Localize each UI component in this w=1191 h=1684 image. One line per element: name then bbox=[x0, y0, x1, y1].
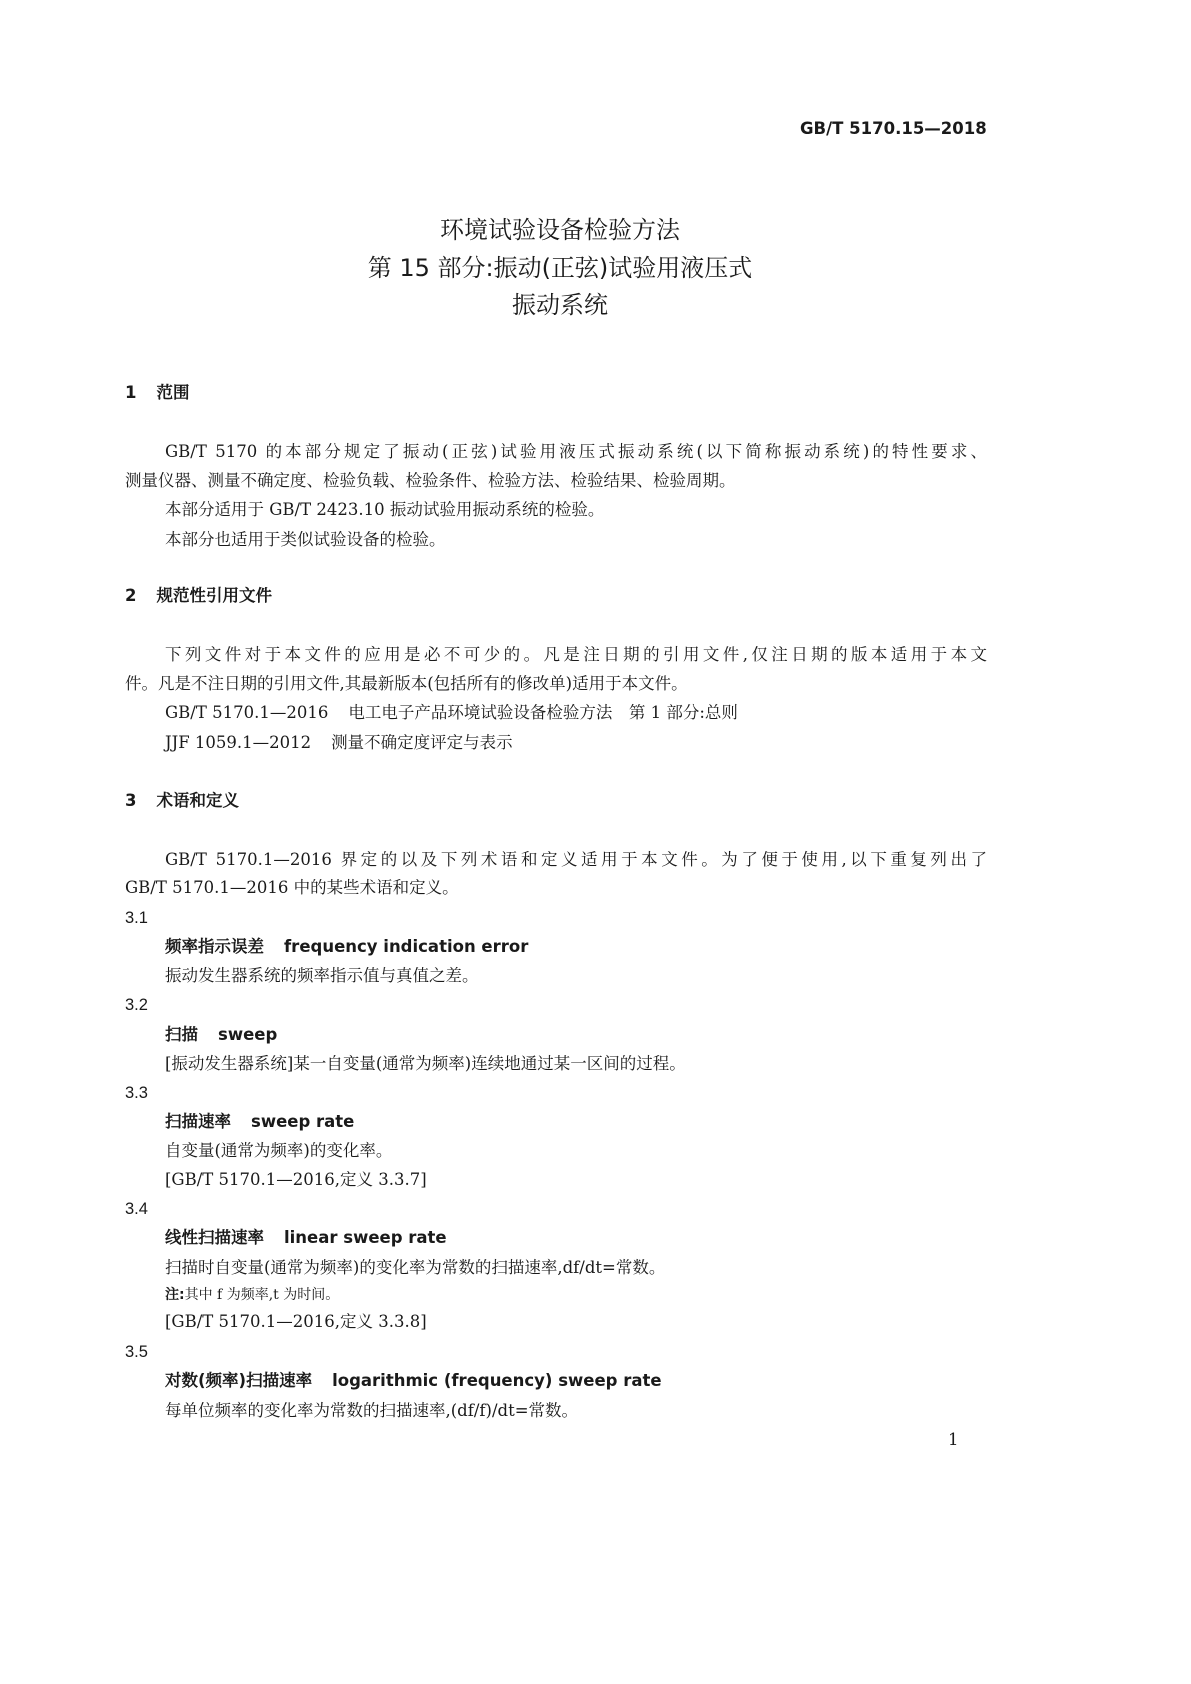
term-source: [GB/T 5170.1—2016,定义 3.3.8] bbox=[165, 1312, 427, 1331]
term-note: 注:其中 f 为频率,t 为时间。 bbox=[165, 1287, 340, 1303]
term-definition: 自变量(通常为频率)的变化率。 bbox=[165, 1141, 393, 1160]
term-number: 3.4 bbox=[125, 1200, 148, 1218]
section-heading-3: 3 术语和定义 bbox=[125, 791, 239, 810]
term-title: 线性扫描速率 linear sweep rate bbox=[165, 1228, 447, 1247]
standard-number: GB/T 5170.15—2018 bbox=[800, 119, 987, 138]
term-definition: 每单位频率的变化率为常数的扫描速率,(df/f)/dt=常数。 bbox=[165, 1401, 579, 1420]
title-line-3: 振动系统 bbox=[512, 291, 608, 319]
term-number: 3.2 bbox=[125, 996, 148, 1014]
paragraph: GB/T 5170.1—2016 中的某些术语和定义。 bbox=[125, 878, 459, 897]
term-source: [GB/T 5170.1—2016,定义 3.3.7] bbox=[165, 1170, 427, 1189]
paragraph: GB/T 5170 的本部分规定了振动(正弦)试验用液压式振动系统(以下简称振动系统)的特性要求、 bbox=[165, 442, 987, 461]
term-title: 频率指示误差 frequency indication error bbox=[165, 937, 529, 956]
paragraph: 下列文件对于本文件的应用是必不可少的。凡是注日期的引用文件,仅注日期的版本适用于本文 bbox=[165, 645, 987, 664]
term-definition: 振动发生器系统的频率指示值与真值之差。 bbox=[165, 966, 479, 985]
term-definition: [振动发生器系统]某一自变量(通常为频率)连续地通过某一区间的过程。 bbox=[165, 1054, 686, 1073]
reference-item: JJF 1059.1—2012 测量不确定度评定与表示 bbox=[165, 733, 513, 752]
reference-item: GB/T 5170.1—2016 电工电子产品环境试验设备检验方法 第 1 部分:总则 bbox=[165, 703, 738, 722]
title-line-1: 环境试验设备检验方法 bbox=[440, 216, 680, 244]
title-line-2: 第 15 部分:振动(正弦)试验用液压式 bbox=[367, 254, 753, 282]
paragraph: GB/T 5170.1—2016 界定的以及下列术语和定义适用于本文件。为了便于使用,以下重复列出了 bbox=[165, 850, 987, 869]
term-number: 3.3 bbox=[125, 1084, 148, 1102]
term-number: 3.1 bbox=[125, 909, 148, 927]
section-heading-2: 2 规范性引用文件 bbox=[125, 586, 272, 605]
paragraph: 本部分也适用于类似试验设备的检验。 bbox=[165, 530, 446, 549]
paragraph: 件。凡是不注日期的引用文件,其最新版本(包括所有的修改单)适用于本文件。 bbox=[125, 674, 688, 693]
paragraph: 测量仪器、测量不确定度、检验负载、检验条件、检验方法、检验结果、检验周期。 bbox=[125, 471, 736, 490]
term-title: 对数(频率)扫描速率 logarithmic (frequency) sweep rate bbox=[165, 1371, 662, 1390]
term-number: 3.5 bbox=[125, 1343, 148, 1361]
section-heading-1: 1 范围 bbox=[125, 383, 190, 402]
paragraph: 本部分适用于 GB/T 2423.10 振动试验用振动系统的检验。 bbox=[165, 500, 605, 519]
page-number: 1 bbox=[948, 1430, 959, 1449]
term-title: 扫描速率 sweep rate bbox=[165, 1112, 355, 1131]
term-title: 扫描 sweep bbox=[165, 1025, 278, 1044]
term-definition: 扫描时自变量(通常为频率)的变化率为常数的扫描速率,df/dt=常数。 bbox=[165, 1258, 666, 1277]
